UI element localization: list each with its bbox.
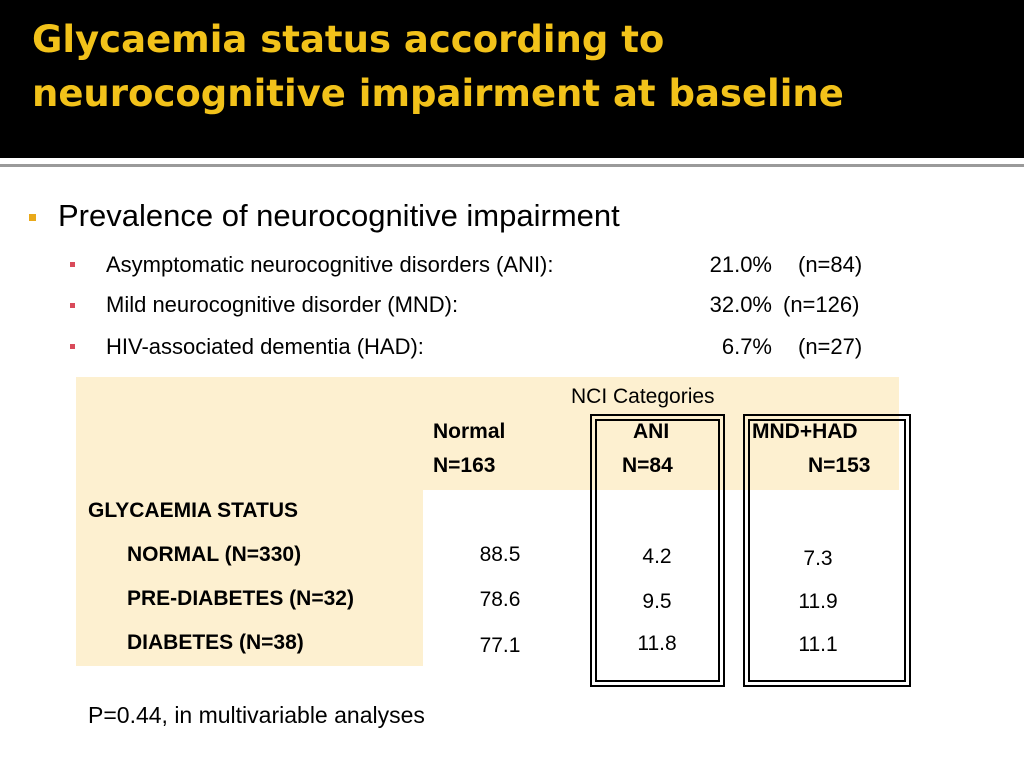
table-cell: 77.1 (479, 634, 521, 657)
col-header-mnd-had: MND+HAD (752, 420, 858, 443)
row-label-diabetes: DIABETES (N=38) (127, 631, 304, 654)
title-bar (0, 0, 1024, 158)
sub-bullet-value-had: 6.7% (721, 334, 772, 359)
sub-bullet-label-mnd: Mild neurocognitive disorder (MND): (106, 292, 459, 317)
slide-title-line-2: neurocognitive impairment at baseline (32, 72, 844, 115)
sub-bullet-icon (70, 344, 75, 349)
row-label-prediabetes: PRE-DIABETES (N=32) (127, 587, 354, 610)
sub-bullet-icon (70, 262, 75, 267)
table-cell: 7.3 (803, 547, 833, 570)
table-cell: 4.2 (642, 545, 672, 568)
sub-bullet-icon (70, 303, 75, 308)
sub-bullet-label-ani: Asymptomatic neurocognitive disorders (ANI): (106, 252, 554, 277)
main-bullet-text: Prevalence of neurocognitive impairment (58, 198, 620, 233)
row-label-normal: NORMAL (N=330) (127, 543, 302, 566)
row-group-header: GLYCAEMIA STATUS (88, 499, 299, 522)
table-cell: 9.5 (642, 590, 672, 613)
divider-white (0, 158, 1024, 162)
sub-bullet-n-had: (n=27) (798, 334, 863, 359)
sub-bullet-value-ani: 21.0% (709, 252, 772, 277)
nci-categories-header: NCI Categories (571, 385, 715, 408)
col-header-mnd-had-n: N=153 (808, 454, 871, 477)
table-cell: 11.1 (798, 633, 838, 656)
footer-note: P=0.44, in multivariable analyses (88, 702, 425, 728)
col-header-normal-n: N=163 (433, 454, 496, 477)
table-cell: 11.9 (798, 590, 838, 613)
table-cell: 11.8 (637, 632, 677, 655)
sub-bullet-n-mnd: (n=126) (783, 292, 860, 317)
sub-bullet-value-mnd: 32.0% (709, 292, 772, 317)
main-bullet-icon (29, 214, 36, 221)
col-header-ani: ANI (633, 420, 670, 443)
divider-gray (0, 164, 1024, 167)
col-header-ani-n: N=84 (622, 454, 673, 477)
col-header-normal: Normal (433, 420, 506, 443)
table-cell: 88.5 (479, 543, 521, 566)
slide-title-line-1: Glycaemia status according to (32, 18, 665, 61)
table-cell: 78.6 (479, 588, 521, 611)
sub-bullet-n-ani: (n=84) (798, 252, 863, 277)
sub-bullet-label-had: HIV-associated dementia (HAD): (106, 334, 424, 359)
